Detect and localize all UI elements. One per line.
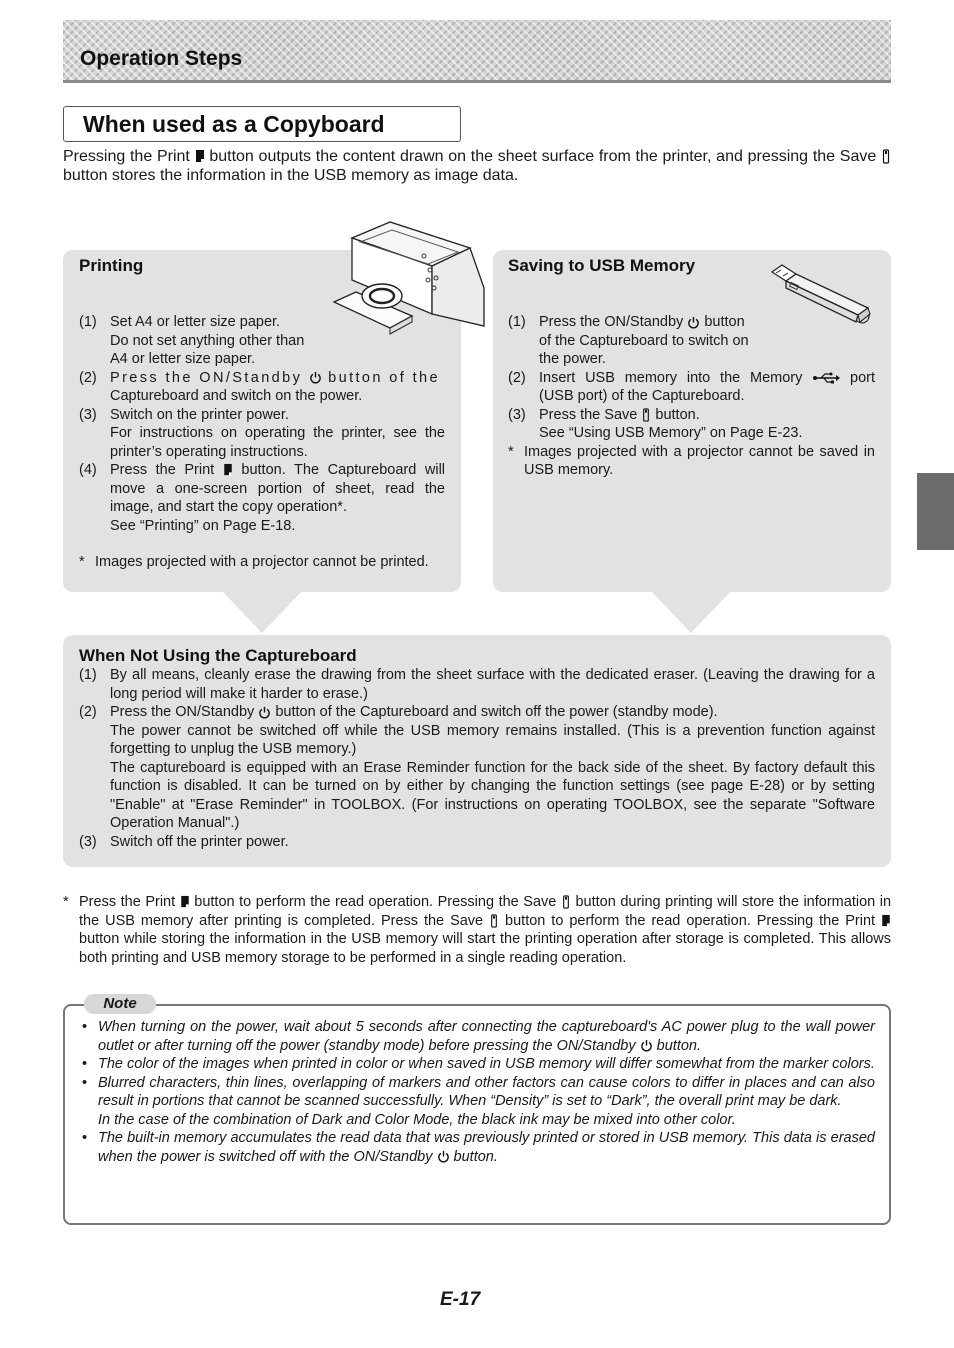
list-item: • The color of the images when printed in color or when saved in USB memory will differ somewhat from the marker colors. (82, 1056, 875, 1072)
print-button-icon (223, 463, 233, 477)
printing-heading: Printing (79, 256, 144, 275)
page-number: E-17 (440, 1289, 481, 1310)
list-item: (4) Press the Print button. The Captureboard will move a one-screen portion of sheet, read the image, and start the copy operation*. See “Printing” on Page E-18. (79, 462, 446, 534)
list-item: (1) Press the ON/Standby button of the Captureboard to switch on the power. (508, 314, 749, 367)
list-item: (2) Press the ON/Standby button of the Captureboard and switch on the power. (79, 369, 440, 404)
save-button-icon (641, 408, 651, 422)
save-button-icon (561, 895, 571, 909)
note-label: Note (84, 994, 156, 1014)
printing-note: * Images projected with a projector cannot be printed. (79, 554, 429, 570)
list-item: (3) Switch off the printer power. (79, 833, 289, 850)
list-item: (3) Switch on the printer power. For instructions on operating the printer, see the printer’s operating instructions. (79, 406, 445, 460)
usb-symbol-icon (812, 372, 840, 384)
list-item: (1) By all means, cleanly erase the drawing from the sheet surface with the dedicated eraser. (Leaving the drawing for a long period will make it harder to erase.) (79, 667, 875, 702)
printing-steps (79, 313, 445, 572)
usb-note: * Images projected with a projector cannot be saved in USB memory. (508, 443, 875, 478)
print-button-icon (180, 895, 190, 909)
list-item: (3) Press the Save button. See “Using USB Memory” on Page E-23. (508, 406, 803, 441)
page-subtitle: When used as a Copyboard (83, 111, 385, 137)
chapter-side-tab (917, 473, 954, 550)
not-using-heading: When Not Using the Captureboard (79, 646, 357, 665)
power-icon (687, 316, 700, 329)
power-icon (258, 706, 271, 719)
save-button-icon (881, 149, 891, 164)
power-icon (309, 371, 322, 384)
print-button-icon (195, 149, 205, 164)
note-list (80, 1018, 875, 1166)
save-button-icon (489, 914, 499, 928)
section-title: Operation Steps (80, 47, 243, 70)
list-item: • The built-in memory accumulates the read data that was previously printed or stored in USB memory. This data is erased when the power is switched off with the ON/Standby button. (82, 1130, 875, 1165)
not-using-steps (79, 666, 875, 851)
footnote: * Press the Print button to perform the read operation. Pressing the Save button during printing will store the information in the USB memory after printing is completed. Press the Save button to perform the read operation. Pressing the Print button while storing the information in the USB memory will start the printing operation after storage is completed. This allows both printing and USB memory storage to be performed in a single reading operation. (63, 894, 892, 967)
panel-pointer (651, 591, 731, 633)
power-icon (437, 1150, 450, 1163)
list-item: (2) Insert USB memory into the Memory port (USB port) of the Captureboard. (508, 369, 875, 404)
usb-heading: Saving to USB Memory (508, 256, 696, 275)
intro-paragraph: Pressing the Print button outputs the content drawn on the sheet surface from the printer, and pressing the Save button stores the information in the USB memory as image data. (63, 147, 891, 185)
panel-pointer (222, 591, 302, 633)
print-button-icon (881, 914, 891, 928)
power-icon (640, 1039, 653, 1052)
list-item: (2) Press the ON/Standby button of the Captureboard and switch off the power (standby mode). The power cannot be switched off while the USB memory remains installed. (This is a prevention function against forgetting to unplug the USB memory.) The captureboard is equipped with an Erase Reminder function for the back side of the sheet. By factory default this function is disabled. It can be turned on by either by changing the function settings (see page E-28) or by setting "Enable" at "Erase Reminder" in TOOLBOX. (For instructions on operating TOOLBOX, see the separate "Software Operation Manual".) (79, 704, 875, 831)
list-item: (1) Set A4 or letter size paper. Do not set anything other than A4 or letter size paper. (79, 314, 305, 367)
list-item: • Blurred characters, thin lines, overlapping of markers and other factors can cause colors to differ in places and can also result in portions that cannot be scanned successfully. When “Density” is set to “Dark”, the overall print may be dark. In the case of the combination of Dark and Color Mode, the black ink may be mixed into other color. (82, 1074, 875, 1128)
list-item: • When turning on the power, wait about 5 seconds after connecting the captureboard's AC power plug to the wall power outlet or after turning off the power (standby mode) before pressing the ON/Standby button. (82, 1019, 875, 1054)
usb-steps (508, 313, 875, 480)
